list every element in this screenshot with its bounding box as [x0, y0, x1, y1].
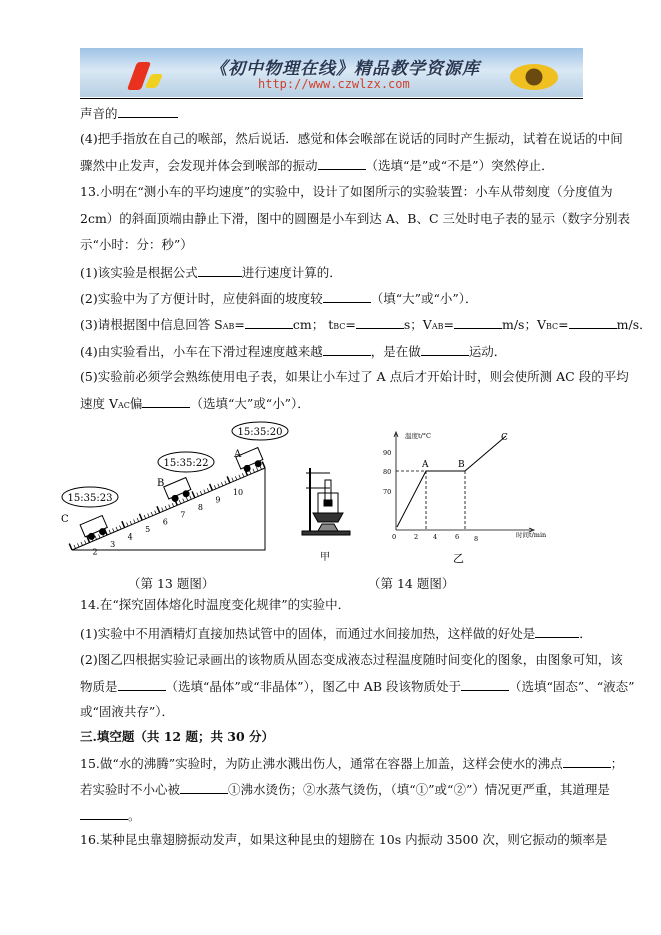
banner-title: 《初中物理在线》精品教学资源库	[210, 59, 480, 79]
text-segment: 三.填空题（共 12 题；共 30 分）	[80, 729, 275, 744]
ruler-tick	[245, 469, 248, 475]
clock-a-text: 15:35:20	[237, 427, 283, 438]
answer-blank[interactable]	[323, 343, 371, 356]
figure-14-apparatus	[302, 468, 350, 535]
text-line	[80, 105, 178, 122]
car-b	[164, 478, 193, 504]
text-line	[80, 652, 623, 668]
text-line	[80, 237, 193, 253]
text-segment: =	[234, 317, 245, 332]
text-segment: (4)把手指放在自己的喉部，然后说话．感觉和体会喉部在说话的同时产生振动，试着在说话的中间	[80, 131, 623, 146]
text-segment: =	[345, 317, 356, 332]
label-c: C	[61, 514, 69, 525]
text-segment: (1)该实验是根据公式	[80, 265, 198, 280]
ruler-number: 2	[92, 547, 98, 557]
ruler-tick	[81, 542, 83, 546]
text-segment: (4)由实验看出，小车在下滑过程速度越来越	[80, 344, 323, 359]
ruler-tick	[260, 466, 262, 470]
y-axis-label: 温度t/°C	[405, 432, 432, 440]
text-segment: (3)请根据图中信息回答 S	[80, 317, 223, 332]
subscript: BC	[333, 322, 346, 331]
text-segment: （选填“是”或“不是”）突然停止．	[365, 158, 554, 173]
sunflower-icon	[510, 64, 558, 90]
point-a: A	[422, 460, 429, 470]
text-segment: m/s；V	[501, 317, 546, 332]
text-line	[80, 211, 630, 227]
ruler-tick	[95, 536, 97, 540]
text-segment: (2)实验中为了方便计时，应使斜面的坡度较	[80, 291, 323, 306]
text-line	[80, 316, 652, 335]
logo-accent-icon	[145, 74, 164, 88]
text-segment: 2cm）的斜面顶端由静止下滑，图中的圆圈是小车到达 A、B、C 三处时电子表的显示（数字分别表	[80, 211, 631, 226]
ruler-tick	[148, 514, 150, 518]
ruler-tick	[134, 519, 136, 523]
ruler-tick	[162, 508, 164, 512]
subscript: AB	[431, 322, 444, 331]
text-line	[80, 625, 592, 642]
answer-blank[interactable]	[245, 316, 293, 329]
text-line	[80, 131, 623, 147]
text-line	[80, 704, 174, 720]
text-segment: m/s．	[616, 317, 652, 332]
text-segment: =	[443, 317, 454, 332]
ruler-number: 5	[145, 525, 151, 535]
text-line	[80, 264, 342, 281]
text-line	[80, 832, 607, 848]
ruler-tick	[232, 478, 234, 482]
ruler-tick	[207, 488, 209, 492]
ruler-tick	[210, 484, 213, 490]
ruler-tick	[120, 525, 122, 529]
ruler-tick	[249, 470, 251, 474]
answer-blank[interactable]	[118, 105, 178, 118]
ruler-tick	[214, 485, 216, 489]
answer-blank[interactable]	[421, 343, 469, 356]
ruler-tick	[225, 481, 227, 485]
answer-blank[interactable]	[356, 316, 404, 329]
y-tick-80: 80	[383, 468, 392, 476]
text-segment: =	[558, 317, 569, 332]
text-line	[80, 395, 310, 414]
text-segment: ；	[610, 756, 624, 771]
y-tick-70: 70	[383, 488, 392, 496]
ruler-tick	[221, 482, 223, 486]
incline-ruler	[72, 468, 265, 550]
figure-14-caption: （第 14 题图）	[368, 576, 455, 591]
text-segment: (2)图乙四根据实验记录画出的该物质从固态变成液态过程温度随时间变化的图象，由图象可知，该	[80, 652, 623, 667]
answer-blank[interactable]	[80, 807, 128, 820]
text-segment: （选填“晶体”或“非晶体”），图乙中 AB 段该物质处于	[165, 679, 461, 694]
text-segment: （选填“大”或“小”）．	[190, 396, 310, 411]
ruler-tick	[172, 503, 174, 507]
ruler-number: 7	[180, 510, 186, 520]
ruler-tick	[139, 514, 142, 520]
text-segment: 15.做“水的沸腾”实验时，为防止沸水溅出伤人，通常在容器上加盖，这样会使水的沸点	[80, 756, 563, 771]
ruler-tick	[122, 521, 125, 527]
answer-blank[interactable]	[142, 395, 190, 408]
text-segment: 或“固液共存”）．	[80, 704, 175, 719]
ruler-tick	[175, 499, 178, 505]
ruler-tick	[165, 506, 167, 510]
text-line	[80, 807, 141, 824]
ruler-tick	[197, 493, 199, 497]
ruler-tick	[200, 491, 202, 495]
ruler-tick	[102, 533, 104, 537]
text-segment: 速度 V	[80, 396, 119, 411]
x-tick-6: 6	[455, 533, 460, 541]
label-b: B	[157, 478, 165, 489]
subscript: AB	[222, 322, 235, 331]
incline-frame	[72, 468, 265, 550]
text-segment: 运动．	[468, 344, 507, 359]
ruler-number: 4	[127, 532, 133, 542]
text-segment: cm； t	[292, 317, 334, 332]
ruler-tick	[256, 467, 258, 471]
car-c	[80, 515, 109, 541]
ruler-ticks	[69, 462, 265, 550]
answer-blank[interactable]	[569, 316, 617, 329]
ruler-tick	[253, 469, 255, 473]
subscript: BC	[546, 322, 559, 331]
text-line	[80, 369, 629, 385]
answer-blank[interactable]	[454, 316, 502, 329]
text-segment: 13.小明在“测小车的平均速度”的实验中，设计了如图所示的实验装置：小车从带刻度（分度值为	[80, 184, 613, 199]
text-line	[80, 781, 610, 798]
text-segment: 进行速度计算的．	[241, 265, 342, 280]
text-line	[80, 678, 635, 695]
answer-blank[interactable]	[323, 290, 371, 303]
ruler-tick	[84, 540, 86, 544]
figure-13-incline	[62, 422, 288, 550]
answer-blank[interactable]	[318, 157, 366, 170]
ruler-tick	[87, 536, 90, 542]
ruler-number: 8	[197, 502, 203, 512]
answer-blank[interactable]	[180, 781, 228, 794]
ruler-tick	[77, 543, 79, 547]
ruler-tick	[74, 545, 76, 549]
ruler-tick	[155, 511, 157, 515]
text-line	[80, 157, 554, 174]
car-a	[236, 448, 265, 474]
clock-c	[62, 487, 118, 507]
ruler-tick	[192, 491, 195, 497]
ruler-tick	[116, 527, 118, 531]
text-segment: 声音的	[80, 106, 118, 121]
text-segment: （填“大”或“小”）．	[370, 291, 478, 306]
text-segment: 若实验时不小心被	[80, 782, 181, 797]
label-yi: 乙	[453, 552, 464, 565]
answer-blank[interactable]	[563, 755, 611, 768]
ruler-tick	[144, 515, 146, 519]
text-segment: (5)实验前必须学会熟练使用电子表，如果让小车过了 A 点后才开始计时，则会使所测 AC 段的平均	[80, 369, 629, 384]
ruler-tick	[157, 506, 160, 512]
clock-a	[232, 422, 288, 440]
ruler-tick	[151, 512, 153, 516]
point-c: C	[501, 433, 508, 443]
text-line	[80, 597, 350, 613]
text-segment: ①沸水烫伤；②水蒸气烫伤，（填“①”或“②”）情况更严重，其道理是	[228, 782, 610, 797]
header-divider	[80, 98, 583, 99]
text-segment: 示“小时：分：秒”）	[80, 237, 193, 252]
text-line	[80, 184, 613, 200]
ruler-tick	[137, 518, 139, 522]
text-segment: ，是在做	[370, 344, 421, 359]
ruler-tick	[91, 537, 93, 541]
ruler-tick	[183, 499, 185, 503]
text-segment: 骤然中止发声，会发现并体会到喉部的振动	[80, 158, 318, 173]
ruler-tick	[104, 529, 107, 535]
label-jia: 甲	[320, 552, 330, 563]
label-a: A	[234, 449, 242, 460]
ruler-tick	[109, 530, 111, 534]
figure-13-caption: （第 13 题图）	[128, 576, 215, 591]
text-segment: (1)实验中不用酒精灯直接加热试管中的固体，而通过水间接加热，这样做的好处是	[80, 626, 536, 641]
subscript: AC	[118, 401, 130, 410]
ruler-number: 10	[232, 487, 244, 497]
answer-blank[interactable]	[118, 678, 166, 691]
ruler-tick	[242, 473, 244, 477]
text-line	[80, 729, 274, 745]
y-tick-90: 90	[383, 449, 392, 457]
ruler-number: 9	[215, 495, 221, 505]
answer-blank[interactable]	[461, 678, 509, 691]
ruler-tick	[186, 497, 188, 501]
answer-blank[interactable]	[198, 264, 242, 277]
clock-c-text: 15:35:23	[67, 493, 113, 504]
text-segment: 。	[128, 808, 141, 823]
ruler-number: 3	[110, 540, 116, 550]
ruler-tick	[239, 475, 241, 479]
text-segment: 偏	[129, 396, 143, 411]
text-segment: 物质是	[80, 679, 118, 694]
text-line	[80, 343, 506, 360]
text-line	[80, 290, 478, 307]
answer-blank[interactable]	[535, 625, 579, 638]
point-b: B	[458, 460, 465, 470]
x-tick-8: 8	[474, 535, 479, 543]
x-axis-label: 时间t/min	[516, 531, 547, 539]
ruler-tick	[190, 496, 192, 500]
ruler-number: 6	[162, 517, 168, 527]
clock-b	[158, 452, 214, 472]
ruler-tick	[235, 476, 237, 480]
banner-url: http://www.czwlzx.com	[258, 77, 410, 91]
text-segment: ．	[579, 626, 592, 641]
ruler-tick	[99, 534, 101, 538]
x-tick-0: 0	[392, 533, 397, 541]
figure-14-graph	[394, 432, 534, 532]
x-tick-2: 2	[414, 533, 419, 541]
text-segment: （选填“固态”、“液态”	[509, 679, 635, 694]
ruler-tick	[130, 521, 132, 525]
text-line	[80, 755, 623, 772]
text-segment: s；V	[403, 317, 432, 332]
ruler-tick	[127, 522, 129, 526]
ruler-tick	[227, 476, 230, 482]
ruler-tick	[218, 484, 220, 488]
ruler-tick	[179, 500, 181, 504]
text-segment: 16.某种昆虫靠翅膀振动发声，如果这种昆虫的翅膀在 10s 内振动 3500 次，则它振动的频率是	[80, 832, 608, 847]
text-segment: 14.在“探究固体熔化时温度变化规律”的实验中．	[80, 597, 351, 612]
header-banner	[80, 48, 583, 97]
ruler-tick	[69, 544, 72, 550]
x-tick-4: 4	[433, 533, 438, 541]
ruler-tick	[262, 462, 265, 468]
ruler-tick	[113, 528, 115, 532]
ruler-tick	[169, 505, 171, 509]
clock-b-text: 15:35:22	[163, 458, 209, 469]
ruler-tick	[204, 490, 206, 494]
